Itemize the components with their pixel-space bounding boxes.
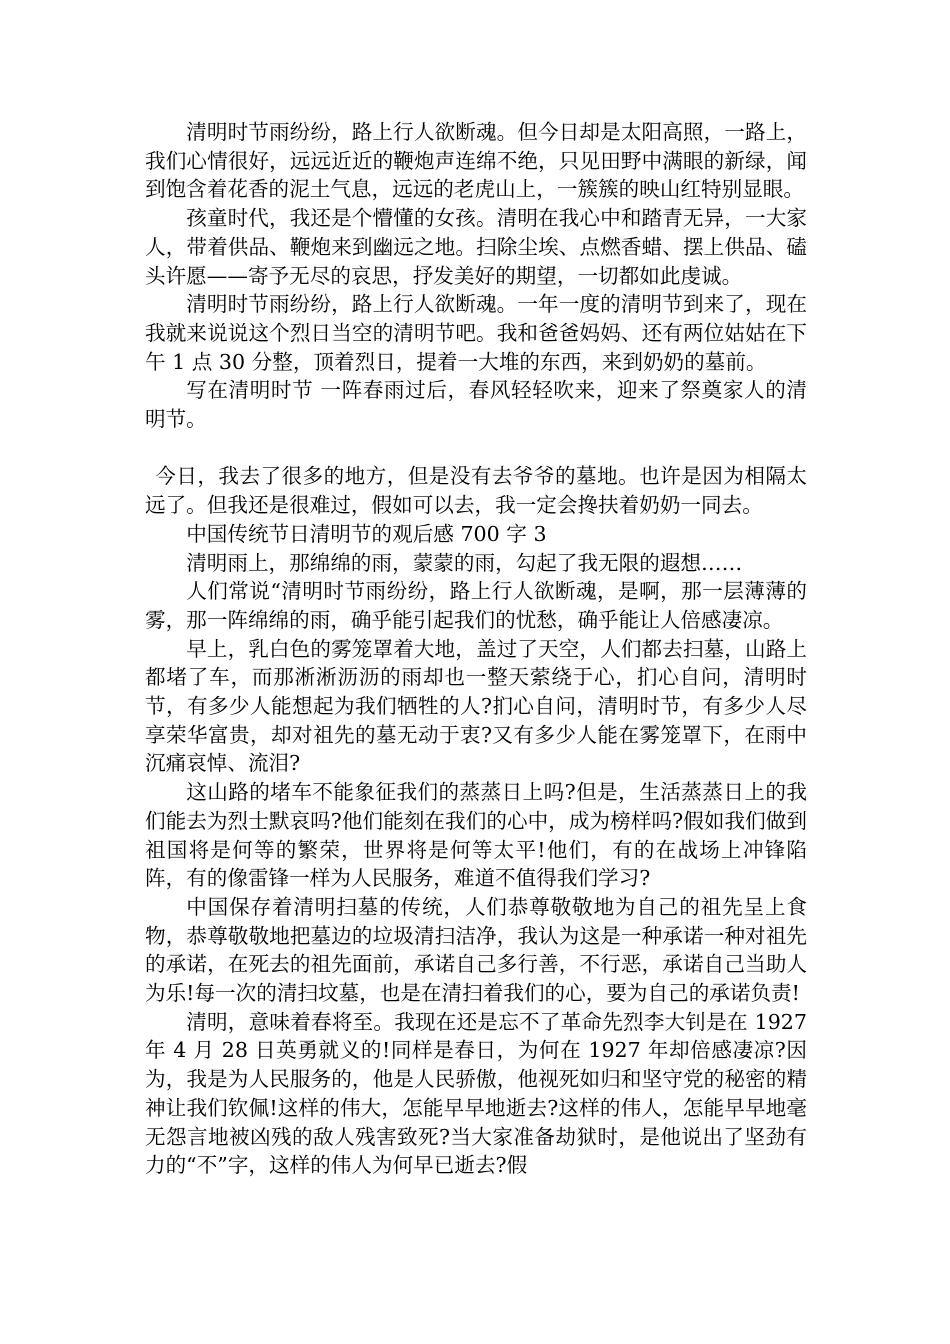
paragraph: 这山路的堵车不能象征我们的蒸蒸日上吗?但是，生活蒸蒸日上的我们能去为烈士默哀吗?他们能刻在我们的心中，成为榜样吗?假如我们做到祖国将是何等的繁荣，世界将是何等太平!他们，有的在战场上冲锋陷阵，有的像雷锋一样为人民服务，难道不值得我们学习? — [145, 780, 807, 891]
paragraph: 写在清明时节 一阵春雨过后，春风轻轻吹来，迎来了祭奠家人的清明节。 — [145, 378, 807, 432]
blank-line — [145, 434, 807, 463]
paragraph: 中国保存着清明扫墓的传统，人们恭尊敬敬地为自己的祖先呈上食物，恭尊敬敬地把墓边的垃圾清扫洁净，我认为这是一种承诺一种对祖先的承诺，在死去的祖先面前，承诺自己多行善，不行恶，承诺自己当助人为乐!每一次的清扫坟墓，也是在清扫着我们的心，要为自己的承诺负责! — [145, 894, 807, 1006]
paragraph: 早上，乳白色的雾笼罩着大地，盖过了天空，人们都去扫墓，山路上都堵了车，而那淅淅沥沥的雨却也一整天萦绕于心，扪心自问，清明时节，有多少人能想起为我们牺牲的人?扪心自问，清明时节，有多少人尽享荣华富贵，却对祖先的墓无动于衷?又有多少人能在雾笼罩下，在雨中沉痛哀悼、流泪? — [145, 636, 807, 776]
paragraph: 人们常说“清明时节雨纷纷，路上行人欲断魂，是啊，那一层薄薄的雾，那一阵绵绵的雨，确乎能引起我们的忧愁，确乎能让人倍感凄凉。 — [145, 579, 807, 632]
document-page — [145, 118, 807, 1180]
paragraph: 今日，我去了很多的地方，但是没有去爷爷的墓地。也许是因为相隔太远了。但我还是很难过，假如可以去，我一定会搀扶着奶奶一同去。 — [145, 464, 807, 518]
paragraph: 孩童时代，我还是个懵懂的女孩。清明在我心中和踏青无异，一大家人，带着供品、鞭炮来到幽远之地。扫除尘埃、点燃香蜡、摆上供品、磕头许愿——寄予无尽的哀思，抒发美好的期望，一切都如此虔诚。 — [145, 206, 807, 288]
section-heading: 中国传统节日清明节的观后感 700 字 3 — [186, 521, 547, 546]
paragraph: 清明时节雨纷纷，路上行人欲断魂。但今日却是太阳高照，一路上，我们心情很好，远远近近的鞭炮声连绵不绝，只见田野中满眼的新绿，闻到饱含着花香的泥土气息，远远的老虎山上，一簇簇的映山红特别显眼。 — [145, 120, 807, 202]
paragraph: 清明雨上，那绵绵的雨，蒙蒙的雨，勾起了我无限的遐想…… — [186, 550, 743, 575]
paragraph: 清明，意味着春将至。我现在还是忘不了革命先烈李大钊是在 1927 年 4 月 28 日英勇就义的!同样是春日，为何在 1927 年却倍感凄凉?因为，我是为人民服务的，他是人民骄傲，他视死如归和坚守党的秘密的精神让我们钦佩!这样的伟大，怎能早早地逝去?这样的伟人，怎能早早地毫无怨言地被凶残的敌人残害致死?当大家准备劫狱时，是他说出了坚劲有力的“不”字，这样的伟人为何早已逝去?假 — [145, 1009, 807, 1178]
paragraph: 清明时节雨纷纷，路上行人欲断魂。一年一度的清明节到来了，现在我就来说说这个烈日当空的清明节吧。我和爸爸妈妈、还有两位姑姑在下午 1 点 30 分整，顶着烈日，提着一大堆的东西，来到奶奶的墓前。 — [145, 292, 807, 374]
